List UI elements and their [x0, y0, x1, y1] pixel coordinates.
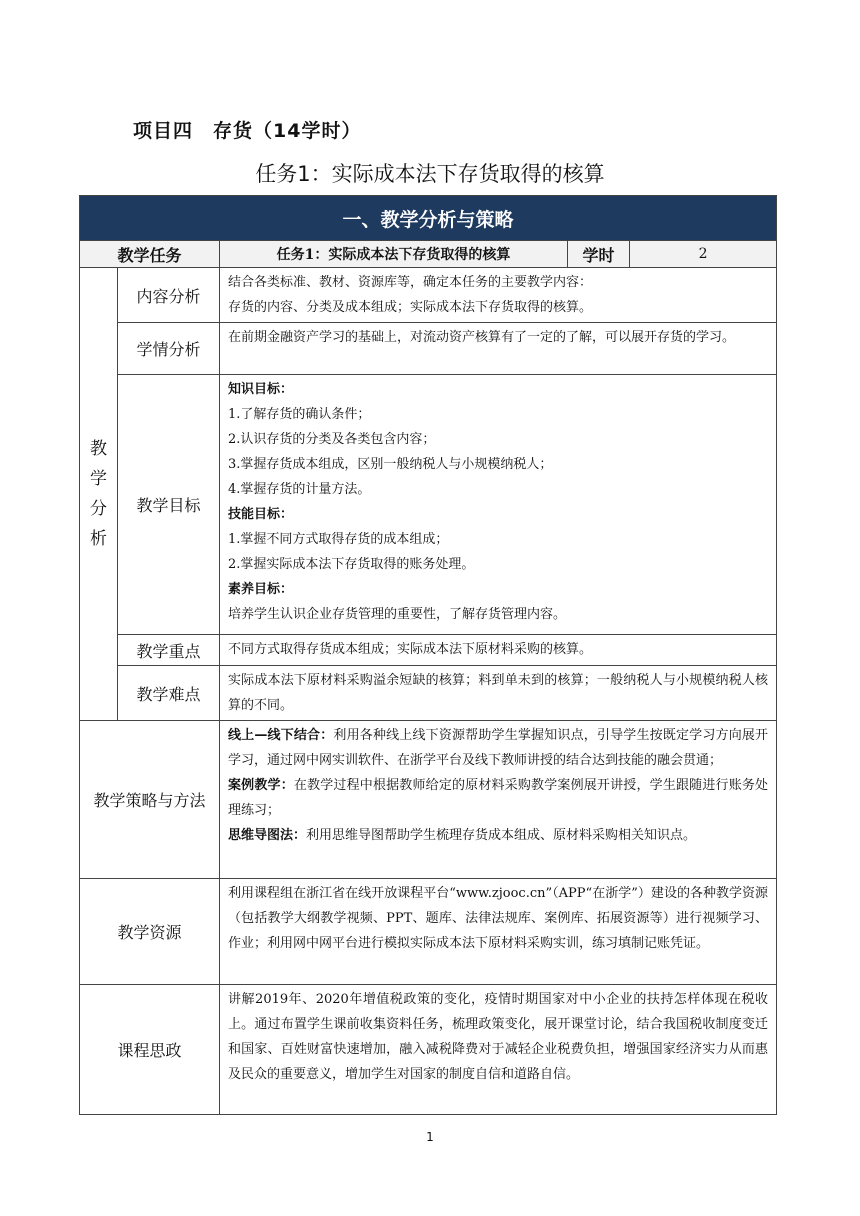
teaching-analysis-table [79, 195, 777, 1115]
skill-item: 2.掌握实际成本法下存货取得的账务处理。 [228, 557, 475, 572]
ideology-text: 讲解2019年、2020年增值税政策的变化，疫情时期国家对中小企业的扶持怎样体现在税收上。通过布置学生课前收集资料任务，梳理政策变化，展开课堂讨论，结合我国税收制度变迁和国家、百姓财富快速增加，融入减税降费对于减轻企业税费负担，增强国家经济实力从而惠及民众的重要意义，增加学生对国家的制度自信和道路自信。 [220, 985, 777, 1115]
difficulties-label: 教学难点 [118, 666, 220, 721]
strategy-item [228, 823, 768, 848]
content-line: 结合各类标准、教材、资源库等，确定本任务的主要教学内容： [228, 275, 593, 290]
knowledge-item: 3.掌握存货成本组成，区别一般纳税人与小规模纳税人； [228, 457, 553, 472]
task-value: 任务1：实际成本法下存货取得的核算 [220, 241, 568, 268]
section-header: 一、教学分析与策略 [80, 196, 777, 241]
resources-label: 教学资源 [80, 879, 220, 985]
resources-text: 利用课程组在浙江省在线开放课程平台“www.zjooc.cn”（APP“在浙学”）建设的各种教学资源（包括教学大纲教学视频、PPT、题库、法律法规库、案例库、拓展资源等）进行视频学习、作业；利用网中网平台进行模拟实际成本法下原材料采购实训，练习填制记账凭证。 [220, 879, 777, 985]
knowledge-heading: 知识目标： [228, 382, 294, 397]
task-label: 教学任务 [80, 241, 220, 268]
strategy-item [228, 773, 768, 823]
project-title: 项目四 存货（14学时） [133, 120, 362, 142]
strategy-label: 教学策略与方法 [80, 721, 220, 879]
learner-analysis-label: 学情分析 [118, 323, 220, 375]
content-line: 存货的内容、分类及成本组成；实际成本法下存货取得的核算。 [228, 300, 593, 315]
difficulties-text: 实际成本法下原材料采购溢余短缺的核算；料到单未到的核算；一般纳税人与小规模纳税人核算的不同。 [220, 666, 777, 721]
content-analysis-text [220, 268, 777, 323]
skill-item: 1.掌握不同方式取得存货的成本组成； [228, 532, 449, 547]
key-points-label: 教学重点 [118, 635, 220, 666]
content-analysis-label: 内容分析 [118, 268, 220, 323]
knowledge-item: 2.认识存货的分类及各类包含内容； [228, 432, 436, 447]
literacy-item: 培养学生认识企业存货管理的重要性，了解存货管理内容。 [228, 607, 567, 622]
ideology-label: 课程思政 [80, 985, 220, 1115]
task-title: 任务1：实际成本法下存货取得的核算 [255, 162, 605, 186]
learner-analysis-text: 在前期金融资产学习的基础上，对流动资产核算有了一定的了解，可以展开存货的学习。 [220, 323, 777, 375]
strategy-body: 利用各种线上线下资源帮助学生掌握知识点，引导学生按既定学习方向展开学习，通过网中网实训软件、在浙学平台及线下教师讲授的结合达到技能的融会贯通； [228, 728, 769, 768]
strategy-text [220, 721, 777, 879]
knowledge-item: 4.掌握存货的计量方法。 [228, 482, 371, 497]
literacy-heading: 素养目标： [228, 582, 294, 597]
strategy-body: 利用思维导图帮助学生梳理存货成本组成、原材料采购相关知识点。 [306, 828, 697, 843]
objectives-label: 教学目标 [118, 375, 220, 635]
strategy-body: 在教学过程中根据教师给定的原材料采购教学案例展开讲授，学生跟随进行账务处理练习； [228, 778, 769, 818]
skill-heading: 技能目标： [228, 507, 294, 522]
analysis-group-label: 教 学 分 析 [80, 268, 118, 721]
objectives-text [220, 375, 777, 635]
page-number: 1 [426, 1130, 434, 1144]
knowledge-item: 1.了解存货的确认条件； [228, 407, 371, 422]
strategy-lead: 思维导图法： [228, 828, 307, 843]
strategy-lead: 案例教学： [228, 778, 294, 793]
hours-label: 学时 [568, 241, 630, 268]
key-points-text: 不同方式取得存货成本组成；实际成本法下原材料采购的核算。 [220, 635, 777, 666]
strategy-item [228, 723, 768, 773]
hours-value: 2 [630, 241, 777, 268]
strategy-lead: 线上—线下结合： [228, 728, 334, 743]
